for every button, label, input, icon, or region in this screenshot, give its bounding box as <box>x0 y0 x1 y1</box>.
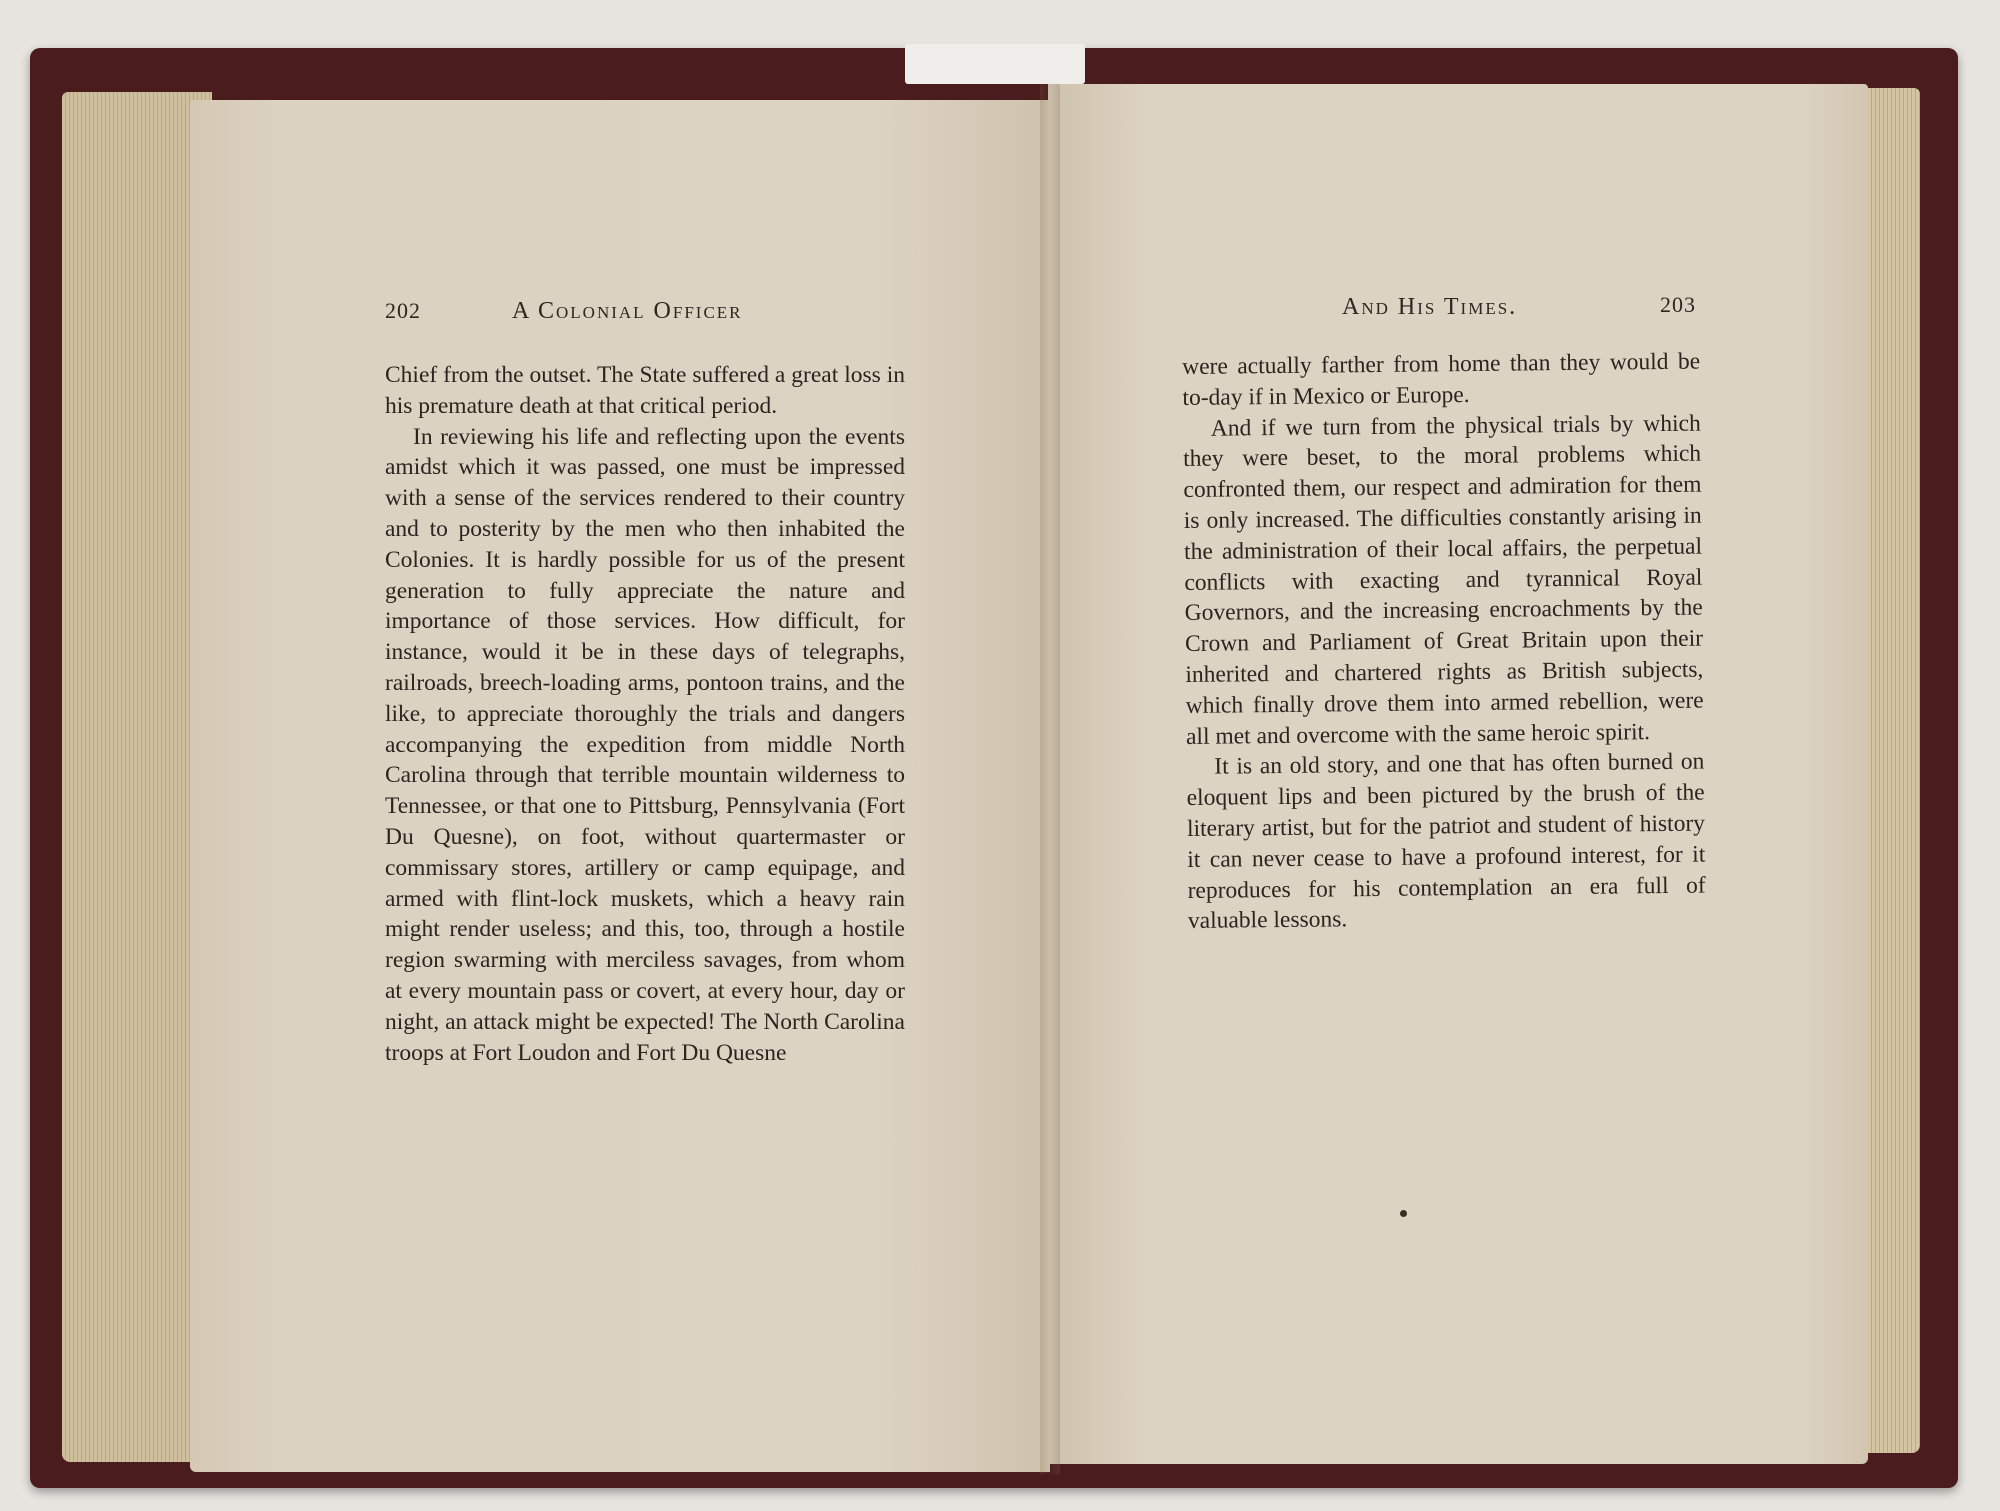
spine-binding <box>905 44 1085 84</box>
left-running-title: A Colonial Officer <box>512 298 743 324</box>
book-gutter <box>1040 84 1060 1474</box>
paragraph: It is an old story, and one that has often burned on eloquent lips and been pictured by the brush of the literary artist, but for the patriot and student of history it can never cease to have a profound interest, for it reproduces for his contemplation an era full of valuable lessons. <box>1186 748 1706 935</box>
paragraph: In reviewing his life and reflecting upon the events amidst which it was passed, one must be impressed with a sense of the services rendered to their country and to posterity by the men who then inhabited the Colonies. It is hardly possible for us of the present generation to fully appreciate the nature and importance of those services. How difficult, for instance, would it be in these days of telegraphs, railroads, breech-loading arms, pontoon trains, and the like, to appreciate thoroughly the trials and dangers accompanying the expedition from middle North Carolina through that terrible mountain wilderness to Tennessee, or that one to Pittsburg, Pennsylvania (Fort Du Quesne), on foot, without quartermaster or commissary stores, artillery or camp equipage, and armed with flint-lock muskets, which a heavy rain might render useless; and this, too, through a hostile region swarming with merciless savages, from whom at every mountain pass or covert, at every hour, day or night, an attack might be expected! The North Carolina troops at Fort Loudon and Fort Du Quesne <box>385 423 905 1066</box>
paragraph: And if we turn from the physical trials by which they were beset, to the moral problems which confronted them, our respect and admiration for them is only increased. The difficulties constantly arising in the administration of their local affairs, the perpetual conflicts with exacting and tyrannical Royal Governors, and the increasing encroachments by the Crown and Parliament of Great Britain upon their inherited and chartered rights as British subjects, which finally drove them into armed rebellion, were all met and overcome with the same heroic spirit. <box>1182 410 1704 750</box>
ink-spot <box>1400 1210 1407 1217</box>
left-page-number: 202 <box>385 298 421 323</box>
paragraph: were actually farther from home than they would be to-day if in Mexico or Europe. <box>1182 348 1701 411</box>
right-page-number: 203 <box>1660 292 1696 317</box>
right-running-title: And His Times. <box>1342 294 1518 320</box>
right-page-text <box>1182 347 1706 938</box>
paragraph: Chief from the outset. The State suffered a great loss in his premature death at that critical period. <box>385 362 905 419</box>
right-page-edges <box>1860 88 1920 1453</box>
left-page-text <box>385 360 905 1068</box>
